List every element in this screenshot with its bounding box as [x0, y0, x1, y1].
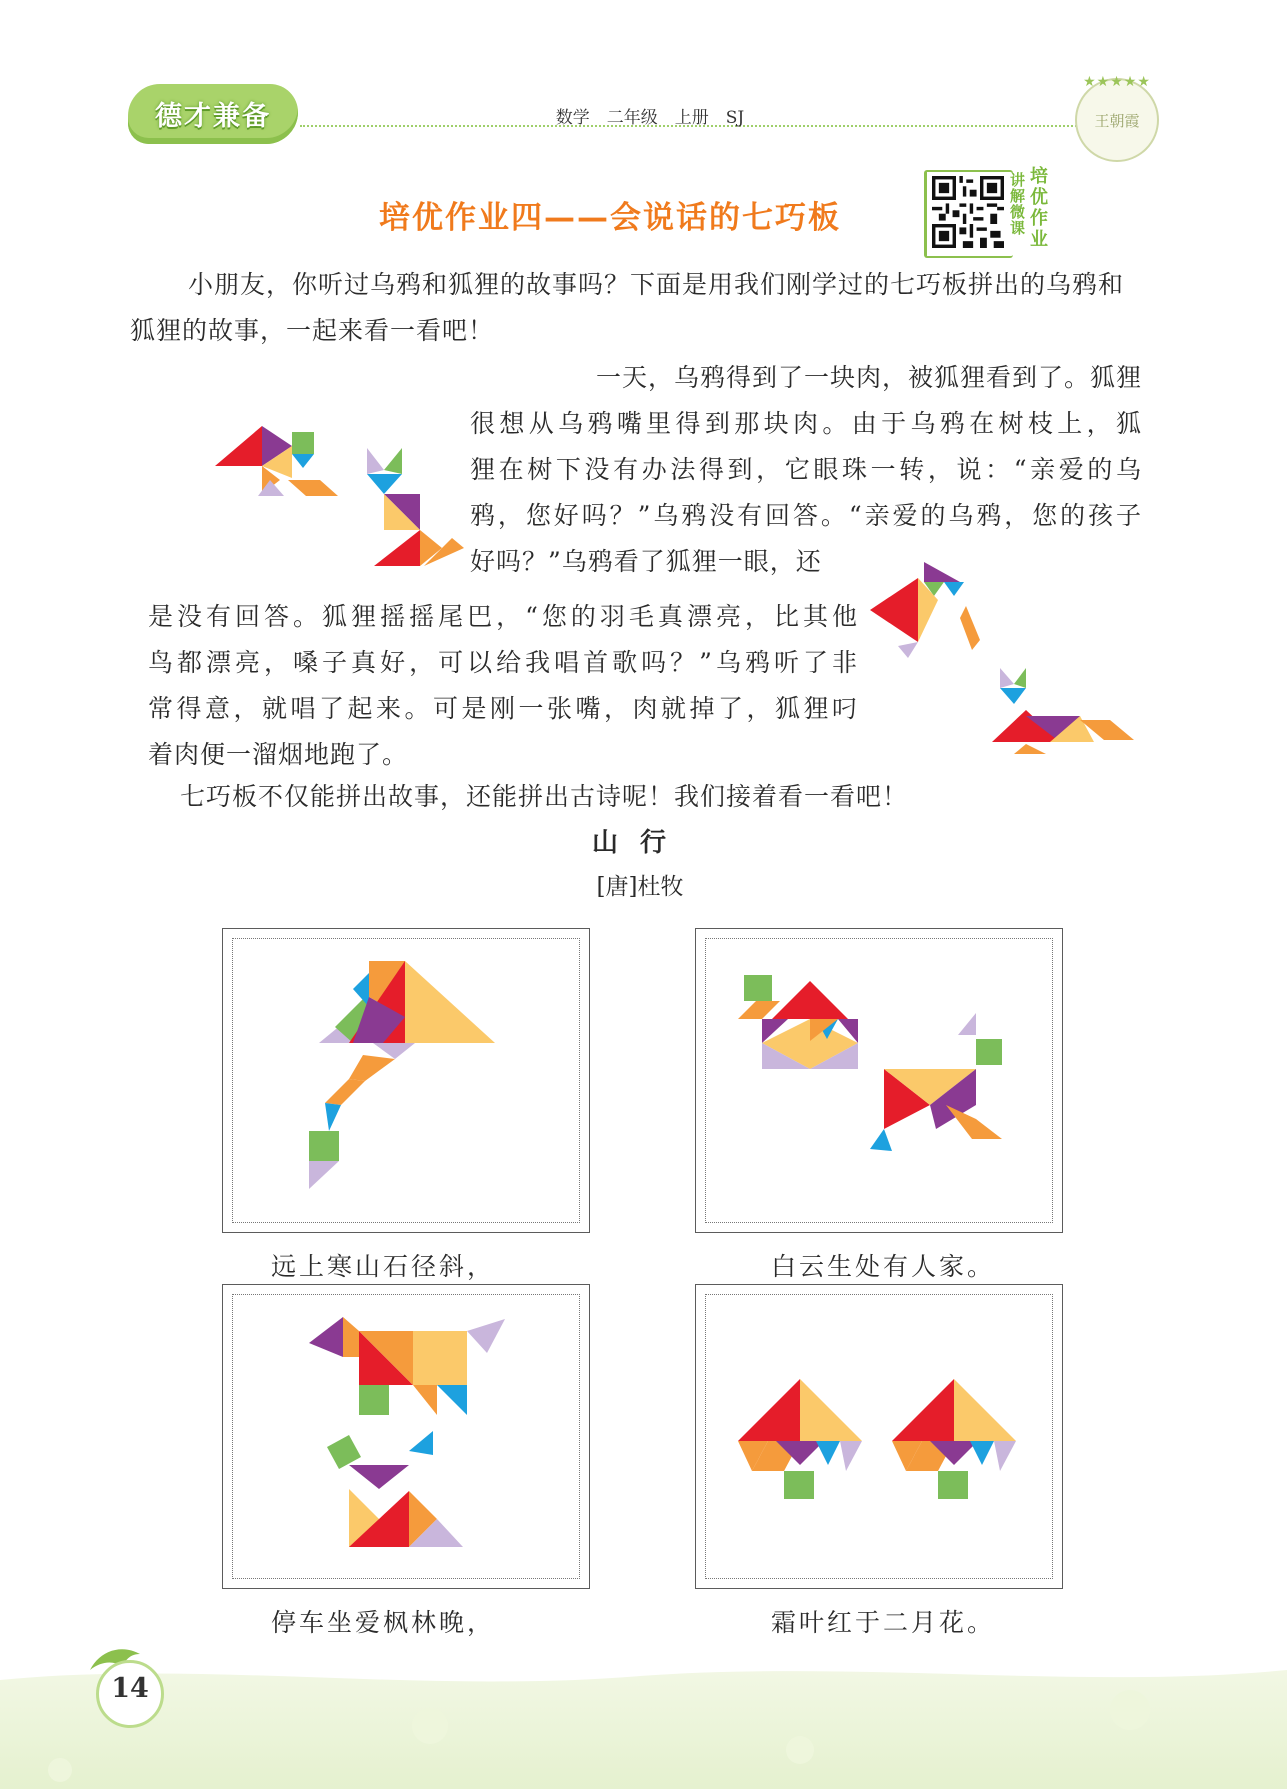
header-subject: 数学 二年级 上册 SJ — [555, 108, 745, 128]
poem-panel-2 — [695, 928, 1063, 1233]
crow-tangram-flying — [868, 560, 988, 670]
fox-tangram-sitting — [362, 446, 467, 568]
story-line-1: 一天，乌鸦得到了一块肉，被狐狸看到了。狐狸 — [595, 363, 1142, 392]
brand-text: 德才兼备 — [155, 101, 271, 132]
poem-line-1: 远上寒山石径斜， — [270, 1252, 495, 1281]
story-block-1 — [470, 401, 1142, 539]
seal-text: 王朝霞 — [1094, 112, 1140, 130]
tangram-mountain-path — [223, 929, 589, 1232]
poem-line-2: 白云生处有人家。 — [770, 1252, 995, 1281]
story-line-6: 是没有回答。狐狸摇摇尾巴，“您的羽毛真漂亮，比其他 — [148, 602, 858, 631]
tangram-tree-right — [696, 1285, 1062, 1588]
poem-panel-4 — [695, 1284, 1063, 1589]
story-line-3: 狸在树下没有办法得到，它眼珠一转，说：“亲爱的乌 — [470, 455, 1142, 484]
qr-label-big: 培优作业 — [1030, 166, 1048, 250]
poem-title: 山行 — [591, 828, 688, 858]
poem-line-4: 霜叶红于二月花。 — [770, 1608, 995, 1637]
poem-author: [唐]杜牧 — [596, 874, 684, 900]
brand-badge — [128, 84, 298, 144]
fox-tangram-running — [990, 664, 1138, 754]
transition-text: 七巧板不仅能拼出故事，还能拼出古诗呢！我们接着看一看吧！ — [180, 782, 909, 811]
publisher-seal — [1075, 74, 1159, 162]
qr-label-small: 讲解微课 — [1010, 171, 1026, 237]
tangram-person — [223, 1285, 589, 1588]
story-line-9: 着肉便一溜烟地跑了。 — [148, 740, 409, 769]
footer-ground — [0, 1660, 1287, 1789]
seal-stars-icon: ★★★★★ — [1083, 74, 1151, 90]
story-line-8: 常得意，就唱了起来。可是刚一张嘴，肉就掉了，狐狸叼 — [148, 694, 858, 723]
story-block-2 — [148, 594, 858, 732]
qr-code-icon[interactable] — [932, 176, 1004, 248]
story-line-4: 鸦，您好吗？”乌鸦没有回答。“亲爱的乌鸦，您的孩子 — [470, 501, 1142, 530]
poem-panel-3 — [222, 1284, 590, 1589]
page-title: 培优作业四——会说话的七巧板 — [379, 200, 841, 236]
crow-tangram — [210, 418, 340, 500]
story-line-7: 鸟都漂亮，嗓子真好，可以给我唱首歌吗？”乌鸦听了非 — [148, 648, 858, 677]
poem-line-3: 停车坐爱枫林晚， — [270, 1608, 495, 1637]
page-number: 14 — [111, 1673, 149, 1704]
poem-panel-1 — [222, 928, 590, 1233]
story-line-5: 好吗？”乌鸦看了狐狸一眼，还 — [470, 547, 822, 576]
tangram-deer — [696, 929, 1062, 1232]
story-line-2: 很想从乌鸦嘴里得到那块肉。由于乌鸦在树枝上，狐 — [470, 409, 1142, 438]
intro-paragraph: 小朋友，你听过乌鸦和狐狸的故事吗？下面是用我们刚学过的七巧板拼出的乌鸦和狐狸的故事，一起来看一看吧！ — [130, 270, 1125, 345]
